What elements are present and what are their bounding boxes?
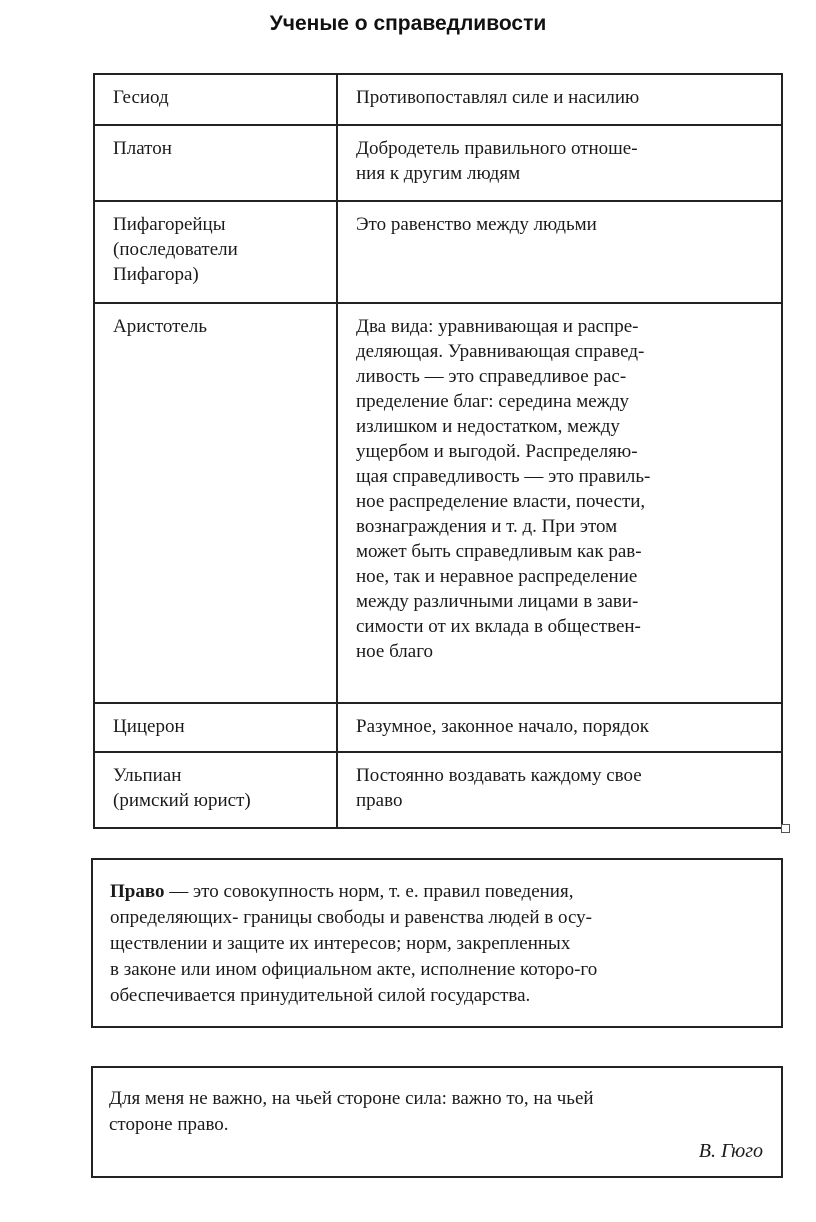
scholar-view: Добродетель правильного отноше- ния к другим людям [337, 125, 782, 201]
quote-text: Для меня не важно, на чьей стороне сила: важно то, на чьей стороне право. [109, 1088, 594, 1135]
scholar-view: Разумное, законное начало, порядок [337, 703, 782, 752]
definition-body: — это совокупность норм, т. е. правил поведения, определяющих- границы свободы и равенства людей в осу- ществлении и защите их интересов; норм, закрепленных в законе или ином официальном акте, исполнение которо-го обеспечивается принудительной силой государства. [110, 881, 598, 1006]
table-row [94, 74, 782, 125]
quote-author: В. Гюго [698, 1140, 763, 1162]
quote-box [91, 1066, 783, 1178]
table-row [94, 752, 782, 828]
scholar-view: Постоянно воздавать каждому свое право [337, 752, 782, 828]
table-row [94, 703, 782, 752]
scholar-view: Два вида: уравнивающая и распре- деляющая. Уравнивающая справед- ливость — это справедливое рас- пределение благ: середина между излишком и недостатком, между ущербом и выгодой. Распределяю- щая справедливость — это правиль- ное распределение власти, почести, вознаграждения и т. д. При этом может быть справедливым как рав- ное, так и неравное распределение между различными лицами в зави- симости от их вклада в обществен- ное благо [337, 303, 782, 703]
scholars-table [93, 73, 783, 829]
page-title: Ученые о справедливости [269, 12, 547, 35]
scholar-name: Гесиод [94, 74, 337, 125]
table-row [94, 125, 782, 201]
scholar-view: Противопоставлял силе и насилию [337, 74, 782, 125]
definition-box [91, 858, 783, 1028]
table-resize-handle[interactable] [781, 824, 790, 833]
scholar-name: Цицерон [94, 703, 337, 752]
scholar-name: Аристотель [94, 303, 337, 703]
table-row [94, 303, 782, 703]
scholar-name: Платон [94, 125, 337, 201]
scholar-view: Это равенство между людьми [337, 201, 782, 303]
scholar-name: Ульпиан (римский юрист) [94, 752, 337, 828]
definition-text [110, 879, 770, 1009]
definition-term: Право [110, 881, 165, 902]
scholar-name: Пифагорейцы (последователи Пифагора) [94, 201, 337, 303]
table-row [94, 201, 782, 303]
